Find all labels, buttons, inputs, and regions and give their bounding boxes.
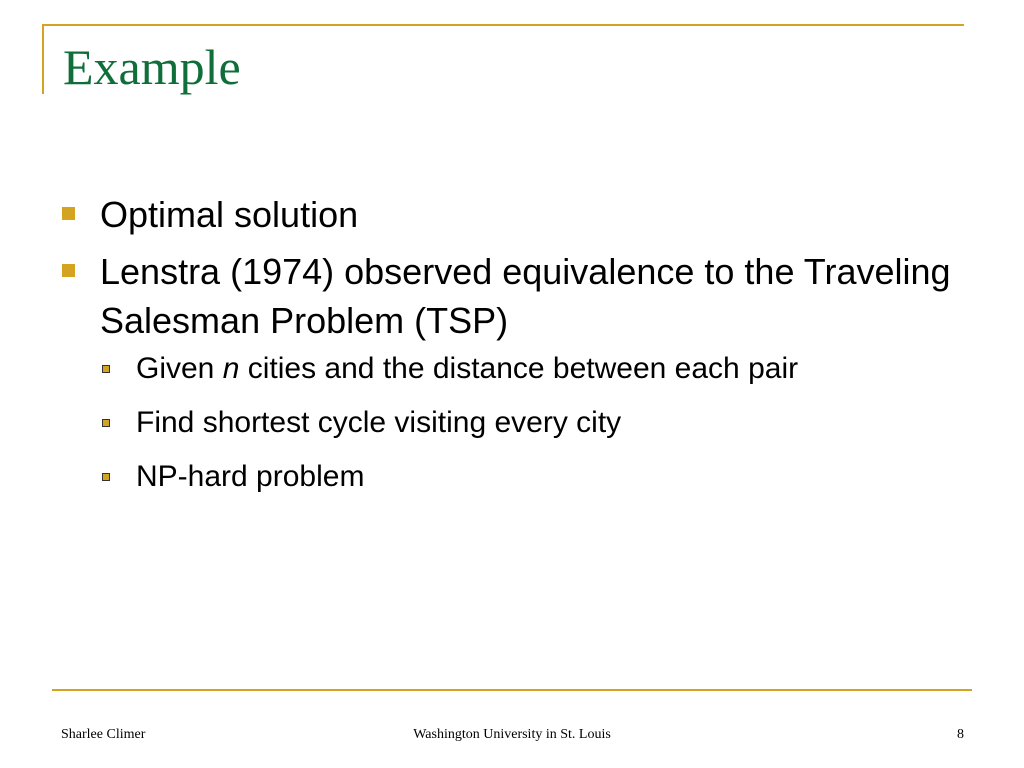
bullet-item — [62, 247, 982, 497]
footer-divider — [52, 689, 972, 691]
sub-bullet-item — [100, 403, 982, 443]
footer-author: Sharlee Climer — [61, 727, 146, 742]
title-frame-top-line — [42, 24, 964, 26]
title-frame-left-line — [42, 24, 44, 94]
square-bullet-icon — [62, 207, 75, 220]
sub-bullet-text-before: Given — [136, 352, 223, 385]
hollow-square-bullet-icon — [102, 473, 110, 481]
footer-institution: Washington University in St. Louis — [413, 727, 611, 742]
bullet-text: Lenstra (1974) observed equivalence to the Traveling Salesman Problem (TSP) — [100, 251, 951, 341]
sub-bullet-italic-variable: n — [222, 352, 240, 385]
square-bullet-icon — [62, 264, 75, 277]
bullet-text: Optimal solution — [100, 194, 359, 235]
sub-bullet-text: Find shortest cycle visiting every city — [136, 406, 622, 439]
hollow-square-bullet-icon — [102, 365, 110, 373]
sub-bullet-list — [100, 349, 982, 497]
bullet-list — [62, 190, 982, 511]
bullet-item — [62, 190, 982, 239]
sub-bullet-text-after: cities and the distance between each pair — [239, 352, 799, 385]
footer-page-number: 8 — [957, 727, 964, 742]
sub-bullet-item — [100, 349, 982, 389]
slide-title: Example — [63, 39, 241, 95]
sub-bullet-text: NP-hard problem — [136, 460, 365, 493]
hollow-square-bullet-icon — [102, 419, 110, 427]
sub-bullet-item — [100, 457, 982, 497]
